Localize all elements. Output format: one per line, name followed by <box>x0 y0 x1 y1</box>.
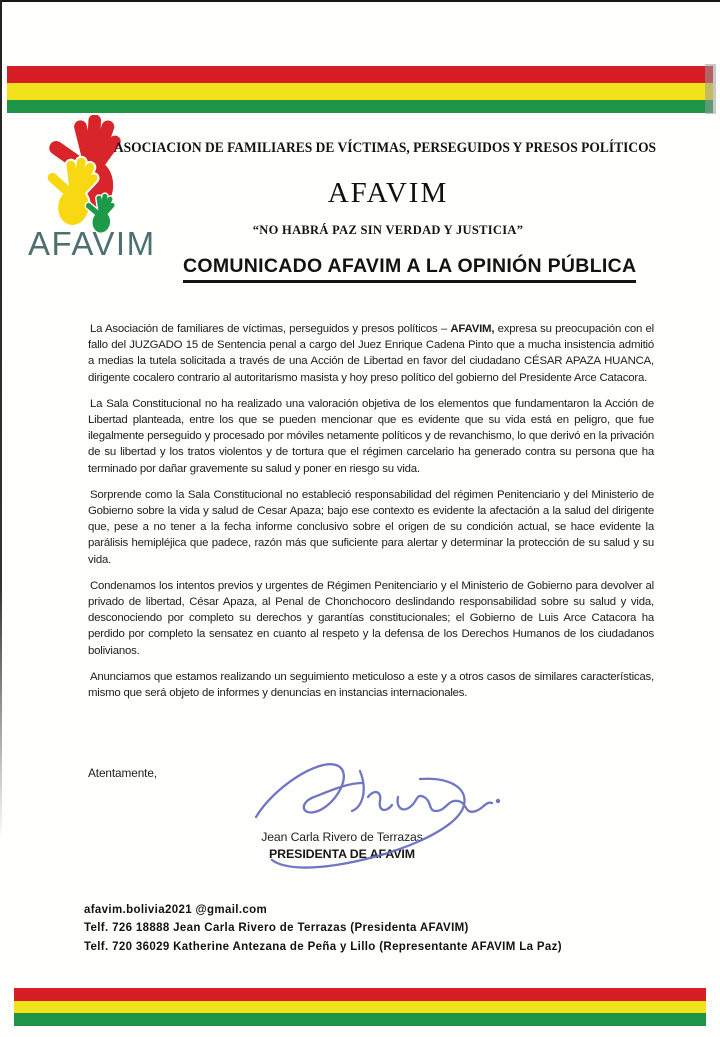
organization-name: ASOCIACION DE FAMILIARES DE VÍCTIMAS, PERSEGUIDOS Y PRESOS POLÍTICOS <box>113 140 657 156</box>
paragraph-3: Sorprende como la Sala Constitucional no estableció responsabilidad del régimen Penitenciario y del Ministerio de Gobierno sobre la vida y salud de Cesar Apaza; bajo ese contexto es evidente la afectación a la salud del dirigente que, pese a no tener a la fecha informe conclusivo sobre el origen de su condición actual, se hace evidente la parálisis hemipléjica que padece, razón más que suficiente para alertar y determinar la protección de su salud y su vida. <box>88 488 654 566</box>
communique-title: COMUNICADO AFAVIM A LA OPINIÓN PÚBLICA <box>183 255 636 283</box>
handwritten-signature-image <box>240 753 520 873</box>
flag-yellow-band <box>7 83 713 100</box>
bolivia-flag-stripe-bottom <box>14 988 706 1026</box>
photo-left-edge <box>0 0 2 840</box>
flag-red-band <box>7 66 713 83</box>
paragraph-4: Condenamos los intentos previos y urgentes de Régimen Penitenciario y el Ministerio de Gobierno para devolver al privado de libertad, César Apaza, al Penal de Chonchocoro deslindando responsabilidad sobre su salud y vida, desconociendo por completo su derechos y garantías constitucionales; el Gobierno de Luis Arce Catacora ha perdido por completo la sensatez en cuanto al respeto y la defensa de los Derechos Humanos de los ciudadanos bolivianos. <box>88 579 654 657</box>
flag-edge-shadow <box>705 64 716 114</box>
photo-top-edge <box>0 0 720 2</box>
salutation: Atentamente, <box>88 766 157 780</box>
flag-yellow-band <box>14 1001 706 1013</box>
paragraph-2: La Sala Constitucional no ha realizado una valoración objetiva de los elementos que fundamentaron la Acción de Libertad planteada, entre los que se pueden mencionar que es evidente que su vida está en peligro, que fue ilegalmente perseguido y procesado por móviles netamente políticos y de revanchismo, lo que derivó en la privación de su libertad y los tratos violentos y de tortura que el régimen carcelario ha generado contra su persona que ha terminado por dañar gravemente su salud y poner en riesgo su vida. <box>88 397 654 475</box>
contact-email: afavim.bolivia2021 @gmail.com <box>84 904 268 916</box>
contact-phone-representative: Telf. 720 36029 Katherine Antezana de Peña y Lillo (Representante AFAVIM La Paz) <box>84 940 562 953</box>
paragraph-1 <box>88 321 654 386</box>
signer-name: Jean Carla Rivero de Terrazas <box>261 830 423 844</box>
contact-block <box>84 901 562 956</box>
flag-red-band <box>14 988 706 1001</box>
bolivia-flag-stripe-top <box>7 66 713 113</box>
paragraph-5: Anunciamos que estamos realizando un seguimiento meticuloso a este y a otros casos de similares características, mismo que será objeto de informes y denuncias en instancias internacionales. <box>88 670 654 700</box>
letter-body <box>88 321 654 711</box>
contact-phone-president: Telf. 726 18888 Jean Carla Rivero de Terrazas (Presidenta AFAVIM) <box>84 922 469 935</box>
organization-acronym: AFAVIM <box>327 177 449 209</box>
paragraph-1-bold-acronym: AFAVIM, <box>450 323 495 335</box>
logo-wordmark: AFAVIM <box>28 225 156 262</box>
signer-role: PRESIDENTA DE AFAVIM <box>268 847 415 861</box>
flag-green-band <box>14 1013 706 1026</box>
flag-green-band <box>7 100 713 113</box>
organization-slogan: “NO HABRÁ PAZ SIN VERDAD Y JUSTICIA” <box>252 223 524 237</box>
paragraph-1-text-cont: expresa su preocupación con el fallo del JUZGADO 15 de Sentencia penal a cargo del Juez Enrique Cadena Pinto que a mucha insistencia admitió a medias la tutela solicitada a través de una Acción de Libertad en favor del ciudadano CÉSAR APAZA HUANCA, dirigente cocalero contrario al autoritarismo masista y hoy preso político del gobierno del Presidente Arce Catacora. <box>88 323 654 384</box>
paragraph-1-text: La Asociación de familiares de víctimas, perseguidos y presos políticos – <box>90 323 451 335</box>
